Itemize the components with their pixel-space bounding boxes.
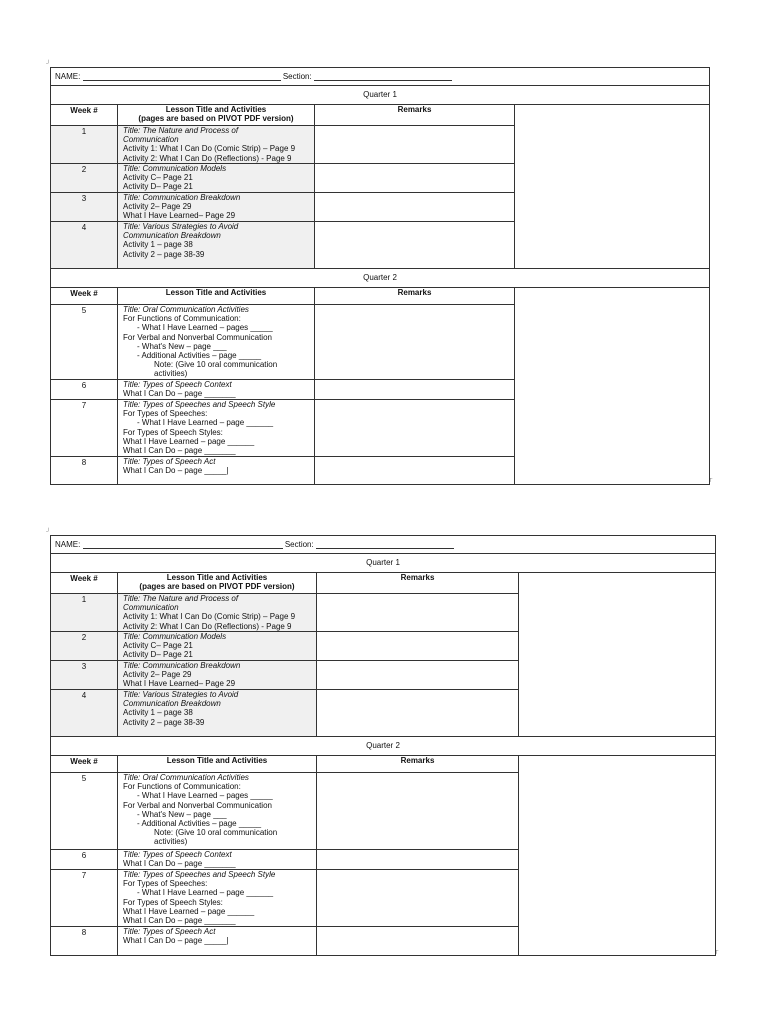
quarter-1-table bbox=[51, 573, 519, 736]
lesson-cell bbox=[118, 661, 317, 689]
week-number: 7 bbox=[51, 870, 118, 926]
lesson-cell bbox=[118, 870, 317, 926]
activity-line: Activity 2– Page 29 bbox=[123, 202, 192, 212]
week-number: 1 bbox=[51, 594, 118, 631]
week-number: 3 bbox=[51, 661, 118, 689]
lesson-cell bbox=[118, 380, 315, 399]
name-label: NAME: bbox=[55, 540, 81, 549]
lesson-header: Lesson Title and Activities bbox=[118, 288, 315, 304]
remarks-cell[interactable] bbox=[315, 164, 514, 192]
lesson-header bbox=[118, 105, 315, 125]
remarks-cell[interactable] bbox=[317, 594, 518, 631]
worksheet-2 bbox=[50, 535, 719, 956]
remarks-header: Remarks bbox=[400, 756, 435, 765]
lesson-cell bbox=[118, 193, 315, 221]
quarter-1-heading: Quarter 1 bbox=[51, 86, 709, 105]
remarks-header: Remarks bbox=[397, 288, 432, 297]
activity-line: For Verbal and Nonverbal Communication bbox=[123, 332, 272, 342]
lesson-cell bbox=[118, 457, 315, 484]
lesson-cell bbox=[118, 690, 317, 736]
remarks-cell[interactable] bbox=[317, 927, 518, 955]
side-blank-area bbox=[515, 288, 709, 484]
side-blank-area bbox=[515, 105, 709, 268]
table-row bbox=[51, 222, 514, 268]
lesson-title: Title: Types of Speech Context bbox=[123, 850, 232, 859]
lesson-title: Title: Communication Models bbox=[123, 164, 227, 173]
lesson-cell bbox=[118, 632, 317, 660]
lesson-title: Title: Oral Communication Activities bbox=[123, 773, 249, 782]
quarter-2-table bbox=[51, 756, 519, 955]
lesson-title: Title: The Nature and Process of bbox=[123, 594, 239, 603]
week-number: 3 bbox=[51, 193, 118, 221]
table-row bbox=[51, 380, 514, 400]
week-header: Week # bbox=[51, 288, 118, 304]
activity-line: Activity 1: What I Can Do (Comic Strip) – Page 9 bbox=[123, 612, 296, 622]
lesson-header-line2: (pages are based on PIVOT PDF version) bbox=[138, 114, 294, 124]
week-number: 5 bbox=[51, 305, 118, 379]
remarks-header: Remarks bbox=[400, 573, 435, 582]
activity-line: For Types of Speeches: bbox=[123, 879, 208, 889]
activity-line: Activity 1 – page 38 bbox=[123, 240, 193, 250]
lesson-cell bbox=[118, 305, 315, 379]
activity-line: Activity C– Page 21 bbox=[123, 641, 193, 651]
activity-line: Activity C– Page 21 bbox=[123, 173, 193, 183]
quarter-1-heading: Quarter 1 bbox=[51, 554, 715, 573]
table-row bbox=[51, 661, 518, 690]
lesson-title-cont: Communication bbox=[123, 603, 179, 613]
week-number: 1 bbox=[51, 126, 118, 163]
activity-line: Activity 1 – page 38 bbox=[123, 708, 193, 718]
table-row bbox=[51, 400, 514, 457]
remarks-cell[interactable] bbox=[315, 305, 514, 379]
table-row bbox=[51, 870, 518, 927]
lesson-title: Title: Types of Speech Context bbox=[123, 380, 232, 389]
lesson-title: Title: Types of Speech Act bbox=[123, 927, 216, 936]
week-number: 4 bbox=[51, 222, 118, 268]
lesson-title: Title: Communication Breakdown bbox=[123, 193, 241, 202]
activity-line: For Types of Speech Styles: bbox=[123, 897, 223, 907]
quarter-2-heading: Quarter 2 bbox=[51, 269, 709, 288]
table-row bbox=[51, 927, 518, 955]
week-number: 7 bbox=[51, 400, 118, 456]
table-header-row bbox=[51, 288, 514, 305]
name-field[interactable] bbox=[83, 538, 283, 549]
activity-line: What I Have Learned – page ______ bbox=[123, 436, 255, 446]
table-row bbox=[51, 850, 518, 870]
name-field[interactable] bbox=[83, 70, 281, 81]
remarks-cell[interactable] bbox=[315, 400, 514, 456]
activity-line: What I Can Do – page _____| bbox=[123, 466, 229, 476]
activity-line: What I Can Do – page _____| bbox=[123, 936, 229, 946]
lesson-cell bbox=[118, 222, 315, 268]
table-row bbox=[51, 690, 518, 736]
activity-line: - What I Have Learned – page ______ bbox=[137, 418, 274, 428]
corner-mark: ┌ bbox=[708, 476, 713, 482]
table-header-row bbox=[51, 573, 518, 594]
activity-line: For Types of Speeches: bbox=[123, 409, 208, 419]
table-row bbox=[51, 193, 514, 222]
table-row bbox=[51, 164, 514, 193]
activity-line: - Additional Activities – page _____ bbox=[137, 351, 262, 361]
activity-line: What I Have Learned– Page 29 bbox=[123, 211, 236, 221]
lesson-title-cont: Communication Breakdown bbox=[123, 231, 221, 241]
table-header-row bbox=[51, 105, 514, 126]
remarks-cell[interactable] bbox=[315, 380, 514, 399]
remarks-cell[interactable] bbox=[317, 870, 518, 926]
lesson-title: Title: Types of Speech Act bbox=[123, 457, 216, 466]
activity-line: For Functions of Communication: bbox=[123, 782, 241, 792]
lesson-title: Title: Communication Breakdown bbox=[123, 661, 241, 670]
section-field[interactable] bbox=[316, 538, 454, 549]
activity-line: For Types of Speech Styles: bbox=[123, 427, 223, 437]
lesson-cell bbox=[118, 927, 317, 955]
corner-mark: ┌ bbox=[714, 948, 719, 954]
name-label: NAME: bbox=[55, 72, 81, 81]
quarter-2-block bbox=[51, 756, 715, 955]
activity-line: For Functions of Communication: bbox=[123, 314, 241, 324]
section-field[interactable] bbox=[314, 70, 452, 81]
week-number: 5 bbox=[51, 773, 118, 849]
quarter-1-block bbox=[51, 105, 709, 269]
activity-line: For Verbal and Nonverbal Communication bbox=[123, 800, 272, 810]
week-header: Week # bbox=[51, 756, 118, 772]
activity-line: Activity 2: What I Can Do (Reflections) - Page 9 bbox=[123, 153, 292, 163]
worksheet-1 bbox=[50, 67, 713, 485]
section-label: Section: bbox=[282, 72, 312, 81]
remarks-cell[interactable] bbox=[315, 222, 514, 268]
lesson-title: Title: Communication Models bbox=[123, 632, 227, 641]
quarter-2-table bbox=[51, 288, 515, 484]
activity-line: Activity 2 – page 38-39 bbox=[123, 717, 205, 727]
lesson-cell bbox=[118, 400, 315, 456]
lesson-title: Title: The Nature and Process of bbox=[123, 126, 239, 135]
week-number: 2 bbox=[51, 632, 118, 660]
week-number: 6 bbox=[51, 380, 118, 399]
activity-line: What I Have Learned – page ______ bbox=[123, 906, 255, 916]
activity-line: What I Can Do – page _______ bbox=[123, 389, 236, 399]
lesson-cell bbox=[118, 126, 315, 163]
week-number: 8 bbox=[51, 927, 118, 955]
side-blank-area bbox=[519, 573, 715, 736]
quarter-1-table bbox=[51, 105, 515, 268]
lesson-title-cont: Communication bbox=[123, 135, 179, 145]
remarks-cell[interactable] bbox=[317, 661, 518, 689]
lesson-header-line2: (pages are based on PIVOT PDF version) bbox=[139, 582, 295, 592]
lesson-title: Title: Various Strategies to Avoid bbox=[123, 222, 239, 231]
corner-mark: ┘ bbox=[46, 61, 51, 67]
activity-line: - What I Have Learned – page ______ bbox=[137, 888, 274, 898]
activity-line: What I Have Learned– Page 29 bbox=[123, 679, 236, 689]
lesson-title-cont: Communication Breakdown bbox=[123, 699, 221, 709]
activity-line: - What's New – page ___ bbox=[137, 809, 227, 819]
quarter-2-heading: Quarter 2 bbox=[51, 737, 715, 756]
activity-line: What I Can Do – page _______ bbox=[123, 916, 236, 926]
table-row bbox=[51, 632, 518, 661]
activity-line: - Additional Activities – page _____ bbox=[137, 819, 262, 829]
remarks-cell[interactable] bbox=[317, 773, 518, 849]
remarks-cell[interactable] bbox=[317, 690, 518, 736]
lesson-header bbox=[118, 573, 317, 593]
note-line: activities) bbox=[154, 837, 188, 847]
note-line: Note: (Give 10 oral communication bbox=[154, 360, 278, 370]
quarter-2-block bbox=[51, 288, 709, 484]
remarks-cell[interactable] bbox=[315, 193, 514, 221]
corner-mark: ┘ bbox=[46, 529, 51, 535]
side-blank-area bbox=[519, 756, 715, 955]
activity-line: Activity 2 – page 38-39 bbox=[123, 249, 205, 259]
remarks-header: Remarks bbox=[397, 105, 432, 114]
table-header-row bbox=[51, 756, 518, 773]
activity-line: Activity 1: What I Can Do (Comic Strip) – Page 9 bbox=[123, 144, 296, 154]
activity-line: Activity 2: What I Can Do (Reflections) - Page 9 bbox=[123, 621, 292, 631]
lesson-cell bbox=[118, 850, 317, 869]
lesson-header-line1: Lesson Title and Activities bbox=[165, 105, 267, 114]
week-header: Week # bbox=[51, 573, 118, 593]
remarks-cell[interactable] bbox=[317, 632, 518, 660]
remarks-cell[interactable] bbox=[315, 126, 514, 163]
week-number: 4 bbox=[51, 690, 118, 736]
activity-line: Activity D– Page 21 bbox=[123, 182, 193, 192]
table-row bbox=[51, 126, 514, 164]
remarks-cell[interactable] bbox=[315, 457, 514, 484]
activity-line: - What's New – page ___ bbox=[137, 341, 227, 351]
table-row bbox=[51, 594, 518, 632]
lesson-cell bbox=[118, 164, 315, 192]
lesson-cell bbox=[118, 773, 317, 849]
quarter-1-block bbox=[51, 573, 715, 737]
activity-line: What I Can Do – page _______ bbox=[123, 859, 236, 869]
lesson-header-line1: Lesson Title and Activities bbox=[166, 573, 268, 582]
lesson-cell bbox=[118, 594, 317, 631]
note-line: activities) bbox=[154, 369, 188, 379]
activity-line: Activity 2– Page 29 bbox=[123, 670, 192, 680]
lesson-title: Title: Oral Communication Activities bbox=[123, 305, 249, 314]
activity-line: Activity D– Page 21 bbox=[123, 650, 193, 660]
section-label: Section: bbox=[284, 540, 314, 549]
lesson-title: Title: Various Strategies to Avoid bbox=[123, 690, 239, 699]
table-row bbox=[51, 773, 518, 850]
table-row bbox=[51, 305, 514, 380]
name-section-row bbox=[51, 68, 709, 86]
week-number: 2 bbox=[51, 164, 118, 192]
lesson-title: Title: Types of Speeches and Speech Style bbox=[123, 400, 276, 409]
lesson-header: Lesson Title and Activities bbox=[118, 756, 317, 772]
table-row bbox=[51, 457, 514, 484]
remarks-cell[interactable] bbox=[317, 850, 518, 869]
week-number: 6 bbox=[51, 850, 118, 869]
activity-line: - What I Have Learned – pages _____ bbox=[137, 323, 273, 333]
week-header: Week # bbox=[51, 105, 118, 125]
activity-line: What I Can Do – page _______ bbox=[123, 446, 236, 456]
activity-line: - What I Have Learned – pages _____ bbox=[137, 791, 273, 801]
week-number: 8 bbox=[51, 457, 118, 484]
note-line: Note: (Give 10 oral communication bbox=[154, 828, 278, 838]
name-section-row bbox=[51, 536, 715, 554]
lesson-title: Title: Types of Speeches and Speech Style bbox=[123, 870, 276, 879]
